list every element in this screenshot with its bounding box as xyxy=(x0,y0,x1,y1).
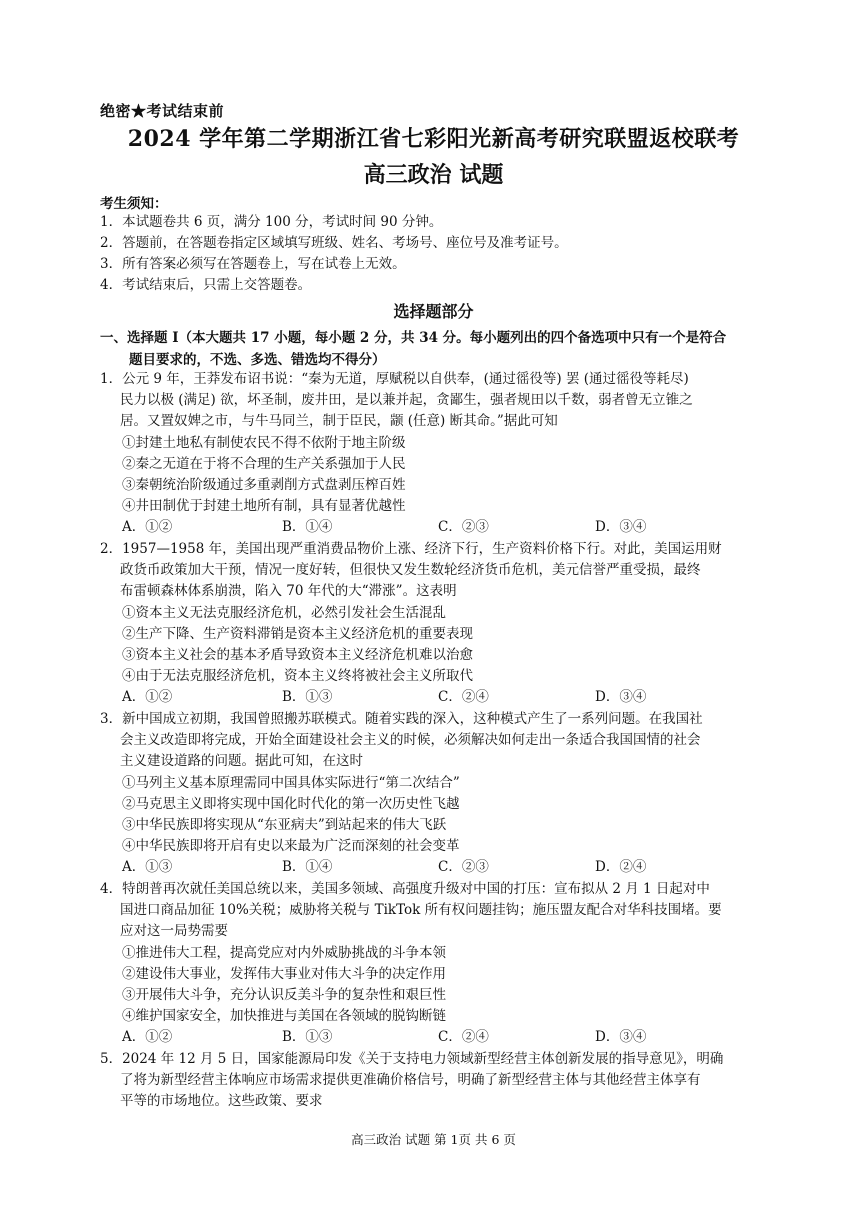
notice-item: 3．所有答案必须写在答题卷上，写在试卷上无效。 xyxy=(100,256,406,272)
question-option: ③秦朝统治阶级通过多重剥削方式盘剥压榨百姓 xyxy=(122,477,406,494)
question-option: ①封建土地私有制使农民不得不依附于地主阶级 xyxy=(122,434,406,451)
question-option: ②秦之无道在于将不合理的生产关系强加于人民 xyxy=(122,455,406,472)
choice-a: A．①② xyxy=(122,689,173,706)
question-option: ①马列主义基本原理需同中国具体实际进行“第二次结合” xyxy=(122,774,460,791)
question-stem-line: 1．公元 9 年，王莽发布诏书说：“秦为无道，厚赋税以自供奉，(通过徭役等) 罢 (通过徭役等耗尽) xyxy=(100,371,689,387)
page-footer: 高三政治 试题 第 1页 共 6 页 xyxy=(351,1132,516,1147)
question-option: ③开展伟大斗争，充分认识反美斗争的复杂性和艰巨性 xyxy=(122,987,446,1004)
choice-b: B．①④ xyxy=(282,859,333,876)
answer-choices xyxy=(100,687,770,708)
question-stem-line: 2．1957—1958 年，美国出现严重消费品物价上涨、经济下行，生产资料价格下行。对此，美国运用财 xyxy=(100,541,722,557)
choice-d: D．③④ xyxy=(595,1029,647,1046)
question-stem-line: 布雷顿森林体系崩溃，陷入 70 年代的大“滞涨”。这表明 xyxy=(120,583,457,600)
answer-choices xyxy=(100,857,770,878)
question-stem-line: 居。又置奴婢之市，与牛马同兰，制于臣民，颛 (任意) 断其命。”据此可知 xyxy=(120,413,558,430)
part-heading-line: 题目要求的，不选、多选、错选均不得分） xyxy=(129,352,386,368)
part-heading xyxy=(100,327,770,371)
question-stem-line: 平等的市场地位。这些政策、要求 xyxy=(120,1093,323,1110)
choice-c: C．②④ xyxy=(438,689,489,706)
choice-d: D．③④ xyxy=(595,689,647,706)
notice-item: 4．考试结束后，只需上交答题卷。 xyxy=(100,277,312,293)
question-option: ④井田制优于封建土地所有制，具有显著优越性 xyxy=(122,498,406,515)
question-stem-line: 3．新中国成立初期，我国曾照搬苏联模式。随着实践的深入，这种模式产生了一系列问题。在我国社 xyxy=(100,711,703,727)
choice-d: D．③④ xyxy=(595,519,647,536)
choice-a: A．①③ xyxy=(122,859,173,876)
notice-item: 2．答题前，在答题卷指定区域填写班级、姓名、考场号、座位号及准考证号。 xyxy=(100,235,568,251)
choice-c: C．②④ xyxy=(438,1029,489,1046)
question-stem-line: 国进口商品加征 10%关税；威胁将关税与 TikTok 所有权问题挂钩；施压盟友配合对华科技围堵。要 xyxy=(120,902,722,919)
choice-c: C．②③ xyxy=(438,859,489,876)
part-heading-line: 一、选择题 Ⅰ（本大题共 17 小题，每小题 2 分，共 34 分。每小题列出的四个备选项中只有一个是符合 xyxy=(100,330,727,346)
answer-choices xyxy=(100,517,770,538)
question-5 xyxy=(100,1049,770,1113)
choice-a: A．①② xyxy=(122,519,173,536)
question-option: ②马克思主义即将实现中国化时代化的第一次历史性飞越 xyxy=(122,795,460,812)
question-stem-line: 民力以极 (满足) 欲，坏圣制，废井田，是以兼并起，贪鄙生，强者规田以千数，弱者曾无立锥之 xyxy=(120,392,693,409)
question-option: ②建设伟大事业，发挥伟大事业对伟大斗争的决定作用 xyxy=(122,965,446,982)
question-stem-line: 会主义改造即将完成，开始全面建设社会主义的时候，必须解决如何走出一条适合我国国情的社会 xyxy=(120,732,701,749)
choice-d: D．②④ xyxy=(595,859,647,876)
question-stem-line: 5．2024 年 12 月 5 日，国家能源局印发《关于支持电力领域新型经营主体创新发展的指导意见》，明确 xyxy=(100,1051,724,1067)
question-4 xyxy=(100,879,770,1049)
question-3 xyxy=(100,709,770,879)
question-option: ④中华民族即将开启有史以来最为广泛而深刻的社会变革 xyxy=(122,838,460,855)
choice-c: C．②③ xyxy=(438,519,489,536)
choice-b: B．①③ xyxy=(282,1029,333,1046)
question-stem-line: 政货币政策加大干预，情况一度好转，但很快又发生数轮经济货币危机，美元信誉严重受损，最终 xyxy=(120,562,701,579)
confidential-label: 绝密★考试结束前 xyxy=(100,102,225,120)
choice-a: A．①② xyxy=(122,1029,173,1046)
question-option: ②生产下降、生产资料滞销是资本主义经济危机的重要表现 xyxy=(122,625,473,642)
question-option: ①资本主义无法克服经济危机，必然引发社会生活混乱 xyxy=(122,604,446,621)
question-option: ④由于无法克服经济危机，资本主义终将被社会主义所取代 xyxy=(122,668,473,685)
notice-item: 1．本试题卷共 6 页，满分 100 分，考试时间 90 分钟。 xyxy=(100,214,443,230)
question-1 xyxy=(100,369,770,539)
exam-subtitle: 高三政治 试题 xyxy=(363,162,504,188)
question-stem-line: 应对这一局势需要 xyxy=(120,923,228,940)
question-2 xyxy=(100,539,770,709)
notice-heading: 考生须知： xyxy=(100,196,168,212)
question-option: ③中华民族即将实现从“东亚病夫”到站起来的伟大飞跃 xyxy=(122,817,447,834)
question-stem-line: 4．特朗普再次就任美国总统以来，美国多领域、高强度升级对中国的打压：宣布拟从 2 月 1 日起对中 xyxy=(100,881,710,897)
choice-b: B．①④ xyxy=(282,519,333,536)
section-title: 选择题部分 xyxy=(393,302,474,321)
question-stem-line: 主义建设道路的问题。据此可知，在这时 xyxy=(120,753,363,770)
choice-b: B．①③ xyxy=(282,689,333,706)
question-option: ①推进伟大工程，提高党应对内外威胁挑战的斗争本领 xyxy=(122,944,446,961)
question-stem-line: 了将为新型经营主体响应市场需求提供更准确价格信号，明确了新型经营主体与其他经营主体享有 xyxy=(120,1072,701,1089)
question-option: ③资本主义社会的基本矛盾导致资本主义经济危机难以治愈 xyxy=(122,647,473,664)
answer-choices xyxy=(100,1027,770,1048)
question-option: ④维护国家安全，加快推进与美国在各领域的脱钩断链 xyxy=(122,1008,446,1025)
exam-title: 2024 学年第二学期浙江省七彩阳光新高考研究联盟返校联考 xyxy=(127,126,740,152)
